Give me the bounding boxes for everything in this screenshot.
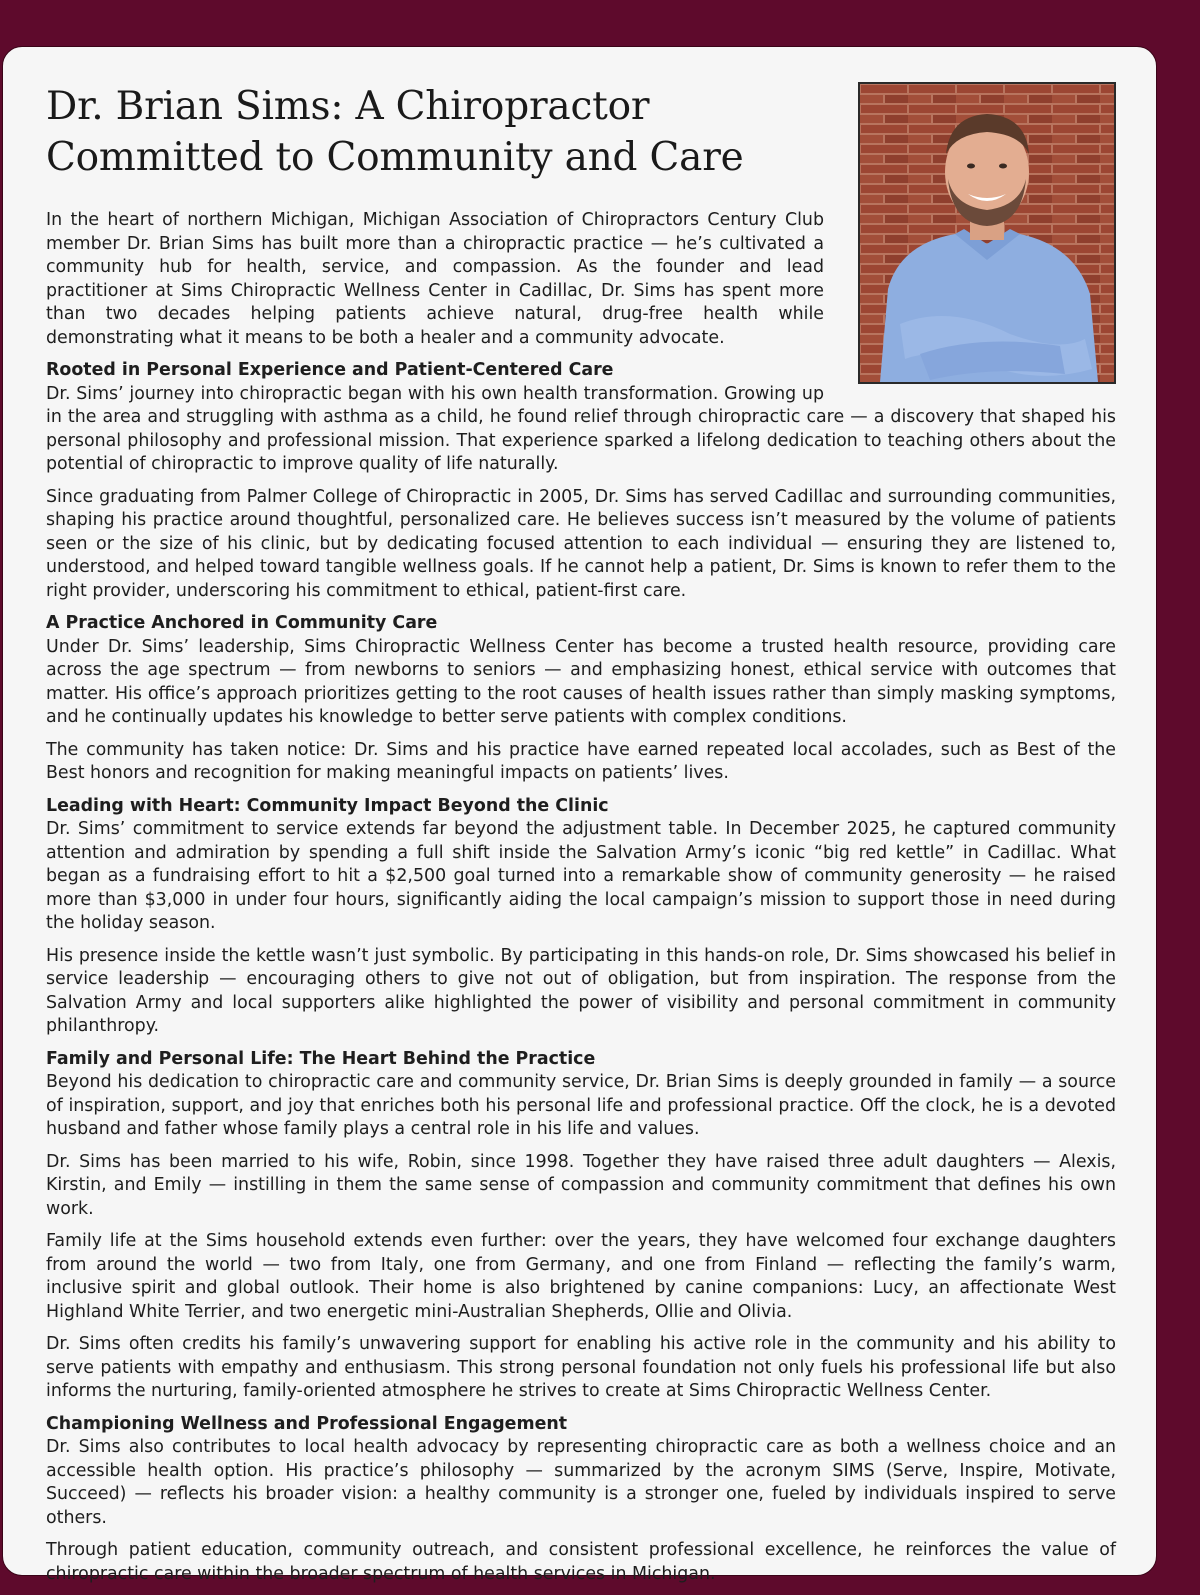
section-practice [46, 612, 1116, 786]
title-line-2: Committed to Community and Care [46, 135, 744, 180]
section-heading: A Practice Anchored in Community Care [46, 613, 438, 633]
section-paragraph: Dr. Sims also contributes to local health advocacy by representing chiropractic care as both a wellness choice and an accessible health option. His practice’s philosophy — summarized by the acronym SIMS (Serve, Inspire, Motivate, Succeed) — reflects his broader vision: a healthy community is a stronger one, fueled by individuals inspired to serve others. [46, 1437, 1116, 1528]
intro-paragraph: In the heart of northern Michigan, Michigan Association of Chiropractors Century Club member Dr. Brian Sims has built more than a chiropractic practice — he’s cultivated a community hub for health, service, and compassion. As the founder and lead practitioner at Sims Chiropractic Wellness Center in Cadillac, Dr. Sims has spent more than two decades helping patients achieve natural, drug-free health while demonstrating what it means to be both a healer and a community advocate. [46, 210, 824, 348]
section-heading: Championing Wellness and Professional Engagement [46, 1413, 568, 1434]
section-paragraph: Family life at the Sims household extends even further: over the years, they have welcomed four exchange daughters from around the world — two from Italy, one from Germany, and one from Finland — reflecting the family’s warm, inclusive spirit and global outlook. Their home is also brightened by canine companions: Lucy, an affectionate West Highland White Terrier, and two energetic mini-Australian Shepherds, Ollie and Olivia. [46, 1231, 1116, 1322]
article-page [2, 46, 1157, 1584]
section-paragraph: Beyond his dedication to chiropractic care and community service, Dr. Brian Sims is deeply grounded in family — a source of inspiration, support, and joy that enriches both his personal life and professional practice. Off the clock, he is a devoted husband and father whose family plays a central role in his life and values. [46, 1072, 1116, 1139]
section-paragraph: Under Dr. Sims’ leadership, Sims Chiropractic Wellness Center has become a trusted health resource, providing care across the age spectrum — from newborns to seniors — and emphasizing honest, ethical service with outcomes that matter. His office’s approach prioritizes getting to the root causes of health issues rather than simply masking symptoms, and he continually updates his knowledge to better serve patients with complex conditions. [46, 636, 1116, 727]
section-paragraph: Since graduating from Palmer College of Chiropractic in 2005, Dr. Sims has served Cadillac and surrounding communities, shaping his practice around thoughtful, personalized care. He believes success isn’t measured by the volume of patients seen or the size of his clinic, but by dedicating focused attention to each individual — ensuring they are listened to, understood, and helped toward tangible wellness goals. If he cannot help a patient, Dr. Sims is known to refer them to the right provider, underscoring his commitment to ethical, patient-first care. [46, 486, 1116, 601]
section-paragraph: The community has taken notice: Dr. Sims and his practice have earned repeated local accolades, such as Best of the Best honors and recognition for making meaningful impacts on patients’ lives. [46, 739, 1116, 783]
section-paragraph: His presence inside the kettle wasn’t just symbolic. By participating in this hands-on role, Dr. Sims showcased his belief in service leadership — encouraging others to give not out of obligation, but from inspiration. The response from the Salvation Army and local supporters alike highlighted the power of visibility and personal commitment in community philanthropy. [46, 945, 1116, 1036]
section-heading: Family and Personal Life: The Heart Behind the Practice [46, 1048, 596, 1069]
section-paragraph: Dr. Sims has been married to his wife, Robin, since 1998. Together they have raised three adult daughters — Alexis, Kirstin, and Emily — instilling in them the same sense of compassion and community commitment that defines his own work. [46, 1151, 1116, 1219]
section-paragraph: Dr. Sims’ commitment to service extends far beyond the adjustment table. In December 2025, he captured community attention and admiration by spending a full shift inside the Salvation Army’s iconic “big red kettle” in Cadillac. What began as a fundraising effort to hit a $2,500 goal turned into a remarkable show of community generosity — he raised more than $3,000 in under four hours, significantly aiding the local campaign’s mission to support those in need during the holiday season. [46, 819, 1116, 933]
section-heading: Leading with Heart: Community Impact Beyond the Clinic [46, 795, 609, 816]
section-paragraph: Dr. Sims often credits his family’s unwavering support for enabling his active role in the community and his ability to serve patients with empathy and enthusiasm. This strong personal foundation not only fuels his professional life but also informs the nurturing, family-oriented atmosphere he strives to create at Sims Chiropractic Wellness Center. [46, 1334, 1116, 1401]
title-line-1: Dr. Brian Sims: A Chiropractor [46, 84, 650, 129]
section-family [46, 1048, 1116, 1404]
portrait-illustration [860, 84, 1114, 382]
article-content [46, 81, 1116, 1595]
portrait-photo [858, 82, 1116, 384]
section-paragraph: Dr. Sims’ journey into chiropractic began with his own health transformation. Growing up in the area and struggling with asthma as a child, he found relief through chiropractic care — a discovery that shaped his personal philosophy and professional mission. That experience sparked a lifelong dedication to teaching others about the potential of chiropractic to improve quality of life naturally. [46, 383, 1116, 474]
section-rooted [46, 359, 1116, 603]
section-championing [46, 1413, 1116, 1587]
section-leading [46, 795, 1116, 1039]
section-paragraph: Through patient education, community outreach, and consistent professional excellence, he reinforces the value of chiropractic care within the broader spectrum of health services in Michigan. [46, 1540, 1116, 1584]
section-heading: Rooted in Personal Experience and Patient-Centered Care [46, 360, 614, 380]
